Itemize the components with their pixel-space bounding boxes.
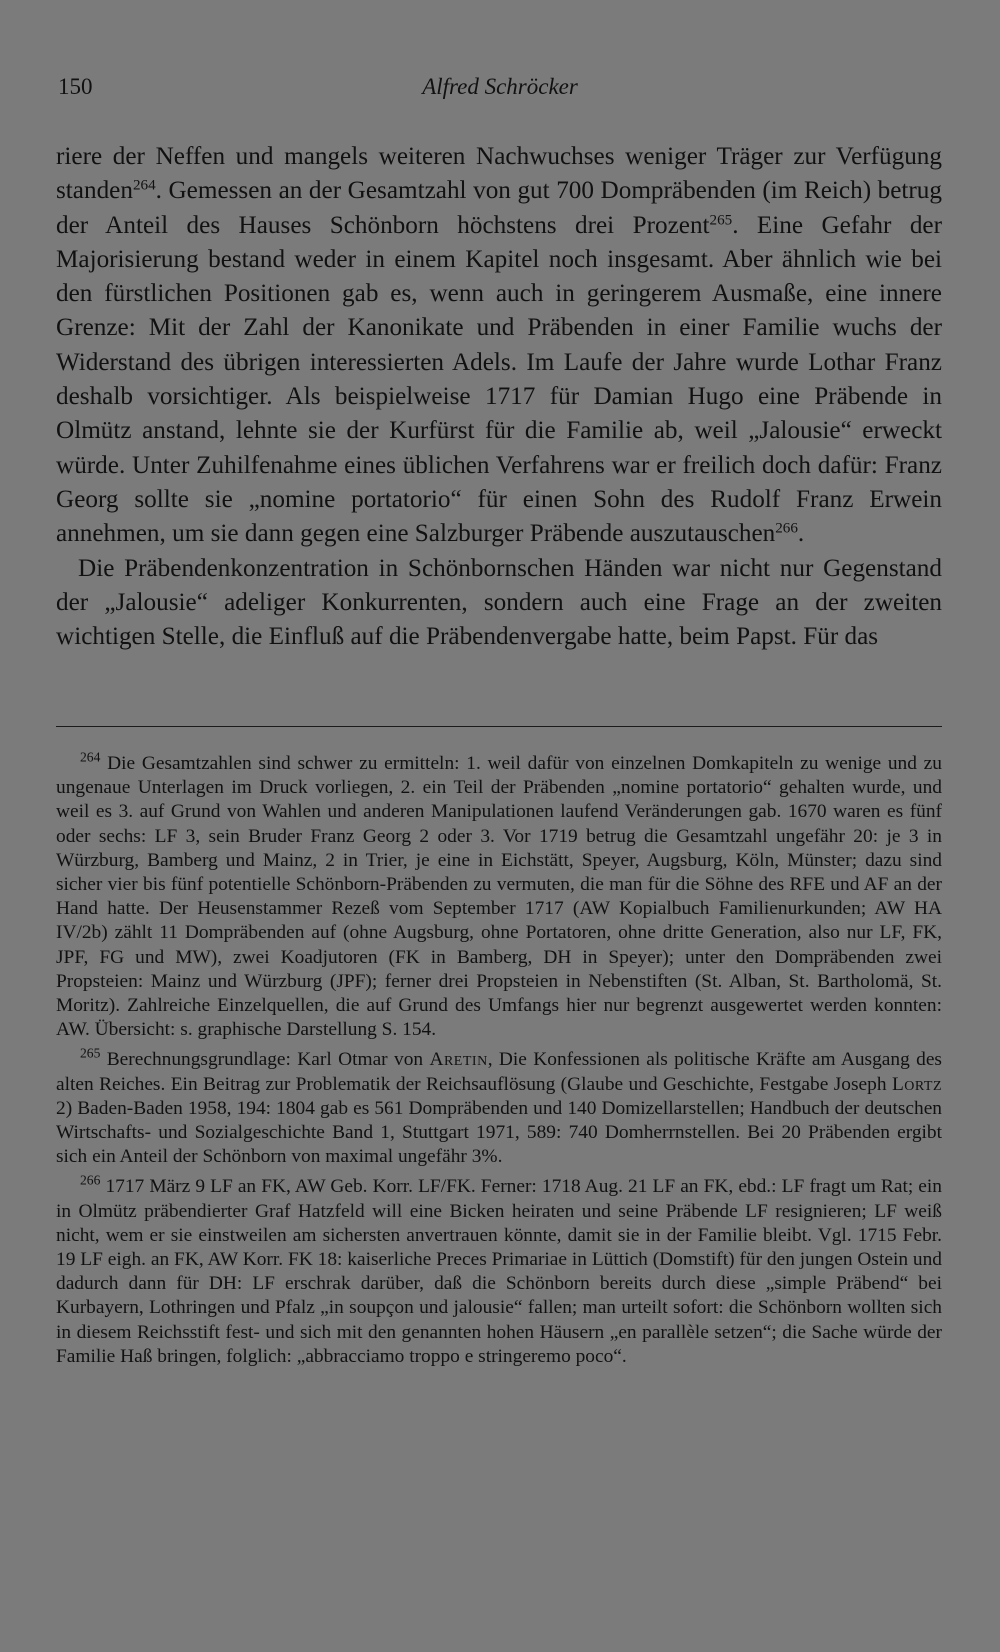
text-segment: . Eine Gefahr der Majorisierung bestand weder in einem Kapitel noch insgesamt. Aber ähnlich wie bei den fürstlichen Positionen gab es, wenn auch in geringerem Ausmaße, eine innere Grenze: Mit der Zahl der Kanonikate und Präbenden in einer Familie wuchs der Widerstand des übrigen interessierten Adels. Im Laufe der Jahre wurde Lothar Franz deshalb vorsichtiger. Als beispielweise 1717 für Damian Hugo eine Präbende in Olmütz anstand, lehnte sie der Kurfürst für die Familie ab, weil „Jalousie“ erweckt würde. Unter Zuhilfenahme eines üblichen Verfahrens war er freilich doch dafür: Franz Georg sollte sie „nomine portatorio“ für einen Sohn des Rudolf Franz Erwein annehmen, um sie dann gegen eine Salzburger Präbende auszutauschen [56,211,942,548]
author-name-small-caps: Lortz [891,1073,942,1095]
footnote-264 [56,749,942,1042]
footnote-text: Die Gesamtzahlen sind schwer zu ermitteln: 1. weil dafür von einzelnen Domkapiteln zu wenige und zu ungenaue Unterlagen im Druck vorliegen, 2. ein Teil der Präbenden „nomine portatorio“ gehalten wurde, und weil es 3. auf Grund von Wahlen und anderen Manipulationen laufend Veränderungen gab. 1670 waren es fünf oder sechs: LF 3, sein Bruder Franz Georg 2 oder 3. Vor 1719 betrug die Gesamtzahl ungefähr 20: je 3 in Würzburg, Bamberg und Mainz, 2 in Trier, je eine in Eichstätt, Speyer, Augsburg, Köln, Münster; dazu sind sicher vier bis fünf potentielle Schönborn-Präbenden zu vermuten, die man für die Söhne des RFE und AF an der Hand hatte. Der Heusenstammer Rezeß vom September 1717 (AW Kopialbuch Familienurkunden; AW HA IV/2b) zählt 11 Dompräbenden auf (ohne Augsburg, ohne Portatoren, ohne dritte Generation, also nur LF, FK, JPF, FG und MW), zwei Koadjutoren (FK in Bamberg, DH in Speyer); unter den Dompräbenden zwei Propsteien: Mainz und Würzburg (JPF); ferner drei Propsteien in Nebenstiften (St. Alban, St. Bartholomä, St. Moritz). Zahlreiche Einzelquellen, die auf Grund des Umfangs hier nur begrenzt ausgewertet werden konnten: AW. Übersicht: s. graphische Darstellung S. 154. [56,753,942,1041]
footnote-ref-265: 265 [709,212,733,229]
running-head-author: Alfred Schröcker [422,74,578,99]
paragraph-2: Die Präbendenkonzentration in Schönbornschen Händen war nicht nur Gegenstand der „Jalousie“ adeliger Konkurrenten, sondern auch eine Frage an der zweiten wichtigen Stelle, die Einfluß auf die Präbendenvergabe hatte, beim Papst. Für das [56,554,942,651]
footnote-text-segment: Berechnungsgrundlage: Karl Otmar von [106,1049,430,1071]
footnotes [56,749,942,1375]
page-number: 150 [58,74,93,99]
footnote-265 [56,1045,942,1169]
text-segment: riere der Neffen und mangels weiteren Nachwuchses weniger Träger zur Verfügung standen [56,143,942,205]
author-name-small-caps: Aretin [429,1049,488,1071]
footnote-ref-266: 266 [775,520,798,537]
footnote-text-segment: , Die Konfessionen als politische Kräfte am Ausgang des alten Reiches. Ein Beitrag zur Problematik der Reichsauflösung (Glaube und Geschichte, Festgabe Joseph [56,1049,942,1095]
running-head [58,74,942,110]
footnote-266 [56,1172,942,1369]
text-segment: . Gemessen an der Gesamtzahl von gut 700 Dompräbenden (im Reich) betrug der Anteil des Hauses Schönborn höchstens drei Prozent [56,177,942,239]
main-text [56,140,942,654]
paragraph-1 [56,140,942,552]
footnote-divider [56,726,942,727]
footnote-text: 1717 März 9 LF an FK, AW Geb. Korr. LF/FK. Ferner: 1718 Aug. 21 LF an FK, ebd.: LF fragt um Rat; ein in Olmütz präbendierter Graf Hatzfeld will eine Bicken heiraten und seine Präbende LF resignieren; LF weiß nicht, wem er sie einstweilen am sichersten anvertrauen könnte, damit sie in der Familie bleibt. Vgl. 1715 Febr. 19 LF eigh. an FK, AW Korr. FK 18: kaiserliche Preces Primariae in Lüttich (Domstift) für den jungen Ostein und dadurch dann für DH: LF erschrak darüber, daß die Schönborn bereits durch diese „simple Präbend“ bei Kurbayern, Lothringen und Pfalz „in soupçon und jalousie“ fallen; man urteilt sofort: die Schönborn wollten sich in diesem Reichsstift fest- und sich mit den genannten hohen Häusern „en parallèle setzen“; die Sache würde der Familie Haß bringen, folglich: „abbracciamo troppo e stringeremo poco“. [56,1176,942,1367]
footnote-number: 264 [80,749,101,765]
footnote-text-segment: 2) Baden-Baden 1958, 194: 1804 gab es 561 Dompräbenden und 140 Domizellarstellen; Handbuch der deutschen Wirtschafts- und Sozialgeschichte Band 1, Stuttgart 1971, 589: 740 Domherrnstellen. Bei 20 Präbenden ergibt sich ein Anteil der Schönborn von maximal ungefähr 3%. [56,1097,942,1168]
footnote-ref-264: 264 [132,177,156,194]
footnote-number: 266 [80,1172,101,1188]
text-segment: . [797,520,805,548]
footnote-number: 265 [80,1045,101,1061]
